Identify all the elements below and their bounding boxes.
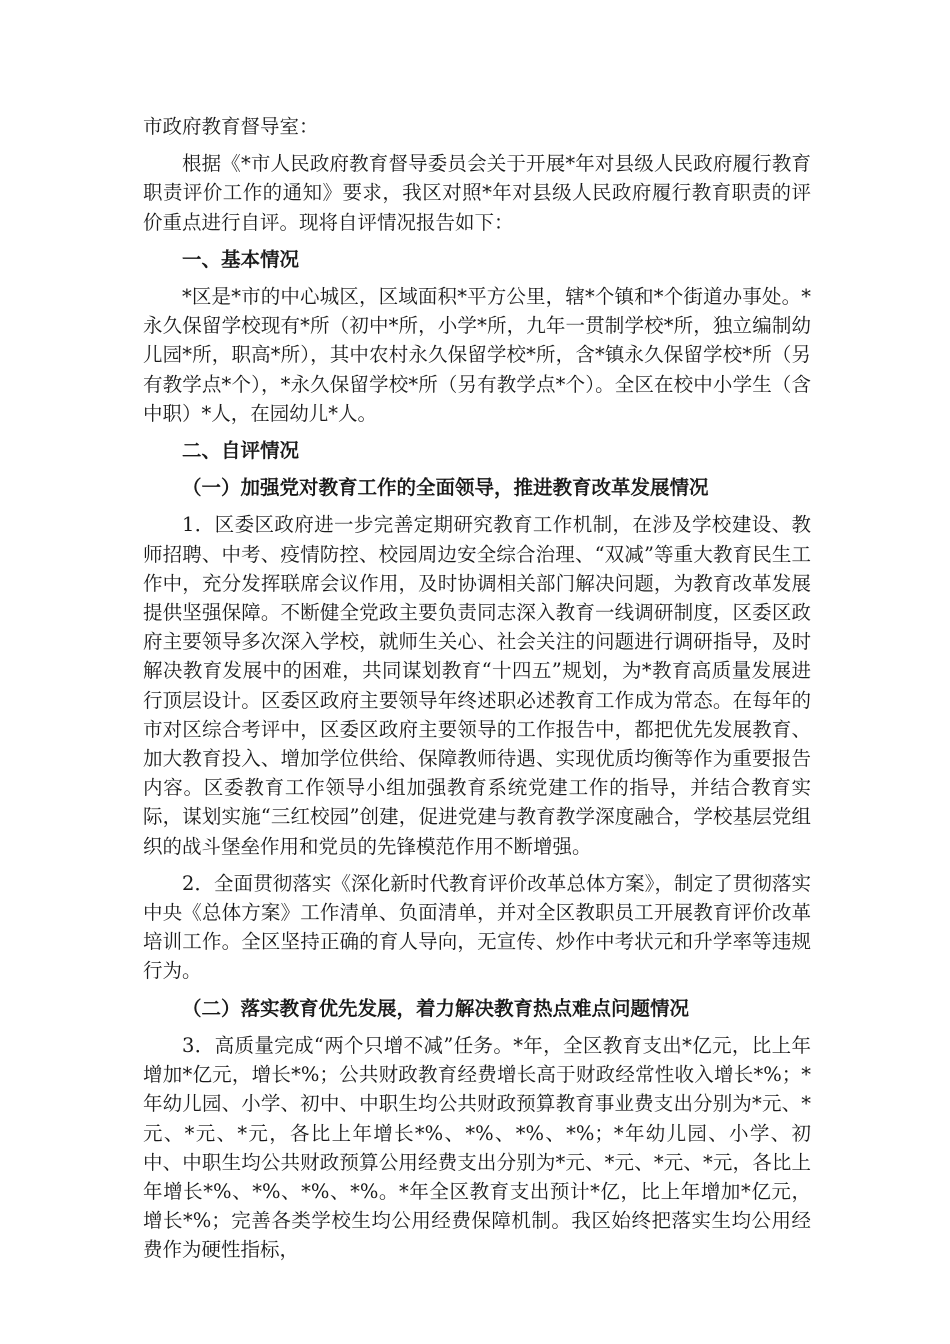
intro-paragraph: 根据《*市人民政府教育督导委员会关于开展*年对县级人民政府履行教育职责评价工作的通知》要求，我区对照*年对县级人民政府履行教育职责的评价重点进行自评。现将自评情况报告如下： <box>143 152 811 234</box>
section-heading-self-eval: 二、自评情况 <box>182 439 300 463</box>
item-paragraph-2: 2．全面贯彻落实《深化新时代教育评价改革总体方案》，制定了贯彻落实中央《总体方案》工作清单、负面清单，并对全区教职员工开展教育评价改革培训工作。全区坚持正确的育人导向，无宣传、炒作中考状元和升学率等违规行为。 <box>143 871 811 983</box>
item-paragraph-3: 3．高质量完成“两个只增不减”任务。*年，全区教育支出*亿元，比上年增加*亿元，增长*%；公共财政教育经费增长高于财政经常性收入增长*%；*年幼儿园、小学、初中、中职生均公共财政预算教育事业费支出分别为*元、*元、*元、*元，各比上年增长*%、*%、*%、*%；*年幼儿园、小学、初中、中职生均公共财政预算公用经费支出分别为*元、*元、*元、*元，各比上年增长*%、*%、*%、*%。*年全区教育支出预计*亿，比上年增加*亿元，增长*%；完善各类学校生均公用经费保障机制。我区始终把落实生均公用经费作为硬性指标， <box>143 1033 811 1262</box>
document-body <box>143 112 811 1273</box>
subsection-heading-2: （二）落实教育优先发展，着力解决教育热点难点问题情况 <box>182 996 690 1020</box>
salutation: 市政府教育督导室： <box>143 115 319 138</box>
subsection-heading-1: （一）加强党对教育工作的全面领导，推进教育改革发展情况 <box>182 476 709 500</box>
item-paragraph-1: 1．区委区政府进一步完善定期研究教育工作机制，在涉及学校建设、教师招聘、中考、疫情防控、校园周边安全综合治理、“双减”等重大教育民生工作中，充分发挥联席会议作用，及时协调相关部门解决问题，为教育改革发展提供坚强保障。不断健全党政主要负责同志深入教育一线调研制度，区委区政府主要领导多次深入学校，就师生关心、社会关注的问题进行调研指导，及时解决教育发展中的困难，共同谋划教育“十四五”规划，为*教育高质量发展进行顶层设计。区委区政府主要领导年终述职必述教育工作成为常态。在每年的市对区综合考评中，区委区政府主要领导的工作报告中，都把优先发展教育、加大教育投入、增加学位供给、保障教师待遇、实现优质均衡等作为重要报告内容。区委教育工作领导小组加强教育系统党建工作的指导，并结合教育实际，谋划实施“三红校园”创建，促进党建与教育教学深度融合，学校基层党组织的战斗堡垒作用和党员的先锋模范作用不断增强。 <box>143 513 811 858</box>
basic-info-paragraph: *区是*市的中心城区，区域面积*平方公里，辖*个镇和*个街道办事处。*永久保留学校现有*所（初中*所，小学*所，九年一贯制学校*所，独立编制幼儿园*所，职高*所），其中农村永久保留学校*所，含*镇永久保留学校*所（另有教学点*个），*永久保留学校*所（另有教学点*个）。全区在校中小学生（含中职）*人，在园幼儿*人。 <box>143 285 811 425</box>
section-heading-basic: 一、基本情况 <box>182 247 300 271</box>
